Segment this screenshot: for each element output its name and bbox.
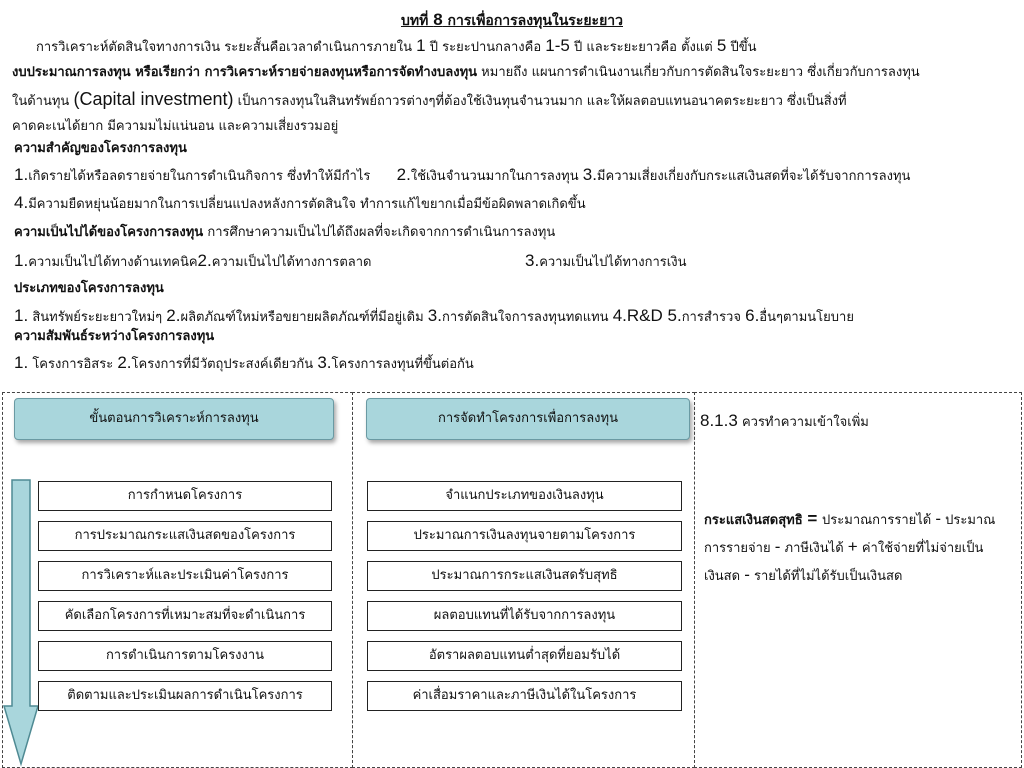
importance-items-row-2: 4.มีความยืดหยุ่นน้อยมากในการเปลี่ยนแปลงหลังการตัดสินใจ ทำการแก้ไขยากเมื่อมีข้อผิดพลาดเกิดขึ้น xyxy=(14,193,586,212)
analysis-step-1: การกำหนดโครงการ xyxy=(38,481,332,511)
types-heading: ประเภทของโครงการลงทุน xyxy=(14,281,164,296)
importance-heading: ความสำคัญของโครงการลงทุน xyxy=(14,141,187,156)
preparation-step-4: ผลตอบแทนที่ได้รับจากการลงทุน xyxy=(367,601,682,631)
feasibility-heading: ความเป็นไปได้ของโครงการลงทุน การศึกษาความเป็นไปได้ถึงผลที่จะเกิดจากการดำเนินการลงทุน xyxy=(14,225,556,240)
preparation-step-6: ค่าเสื่อมราคาและภาษีเงินได้ในโครงการ xyxy=(367,681,682,711)
relations-heading: ความสัมพันธ์ระหว่างโครงการลงทุน xyxy=(14,329,215,344)
process-flow-arrow xyxy=(0,478,40,768)
net-cash-flow-formula: กระแสเงินสดสุทธิ = ประมาณการรายได้ - ประมาณการรายจ่าย - ภาษีเงินได้ + ค่าใช้จ่ายที่ไม่จ่ายเป็นเงินสด - รายได้ที่ไม่ได้รับเป็นเงินสด xyxy=(704,509,996,584)
preparation-step-1: จำแนกประเภทของเงินลงทุน xyxy=(367,481,682,511)
project-preparation-header: การจัดทำโครงการเพื่อการลงทุน xyxy=(366,398,690,440)
budget-definition-line-1: งบประมาณการลงทุน หรือเรียกว่า การวิเคราะห์รายจ่ายลงทุนหรือการจัดทำงบลงทุน หมายถึง แผนการดำเนินงานเกี่ยวกับการตัดสินใจระยะยาว ซึ่งเกี่ยวกับการลงทุน xyxy=(12,65,920,80)
budget-definition-line-2: ในด้านทุน (Capital investment) เป็นการลงทุนในสินทรัพย์ถาวรต่างๆที่ต้องใช้เงินทุนจำนวนมาก และให้ผลตอบแทนอนาคตระยะยาว ซึ่งเป็นสิ่งที่ xyxy=(12,89,847,109)
page-title: บทที่ 8 การเพื่อการลงทุนในระยะยาว xyxy=(400,10,623,29)
budget-definition-line-3: คาดคะเนได้ยาก มีความมไม่แน่นอน และความเสี่ยงรวมอยู่ xyxy=(12,119,339,134)
analysis-step-4: คัดเลือกโครงการที่เหมาะสมที่จะดำเนินการ xyxy=(38,601,332,631)
analysis-steps-header: ขั้นตอนการวิเคราะห์การลงทุน xyxy=(14,398,334,440)
importance-items-row-1: 1.เกิดรายได้หรือลดรายจ่ายในการดำเนินกิจการ ซึ่งทำให้มีกำไร 2.ใช้เงินจำนวนมากในการลงทุน 3.มีความเสี่ยงเกี่ยงกับกระแสเงินสดที่จะได้รับจากการลงทุน xyxy=(14,165,911,184)
types-items: 1. สินทรัพย์ระยะยาวใหม่ๆ 2.ผลิตภัณฑ์ใหม่หรือขยายผลิตภัณฑ์ที่มีอยู่เดิม 3.การตัดสินใจการลงทุนทดแทน 4.R&D 5.การสำรวจ 6.อื่นๆตามนโยบาย xyxy=(14,306,854,325)
analysis-step-3: การวิเคราะห์และประเมินค่าโครงการ xyxy=(38,561,332,591)
preparation-step-2: ประมาณการเงินลงทุนจายตามโครงการ xyxy=(367,521,682,551)
feasibility-item-1: 1.ความเป็นไปได้ทางด้านเทคนิค2.ความเป็นไปได้ทางการตลาด xyxy=(14,251,372,270)
intro-paragraph: การวิเคราะห์ตัดสินใจทางการเงิน ระยะสั้นคือเวลาดำเนินการภายใน 1 ปี ระยะปานกลางคือ 1-5 ปี และระยะยาวคือ ตั้งแต่ 5 ปีขึ้น xyxy=(36,36,757,55)
preparation-step-3: ประมาณการกระแสเงินสดรับสุทธิ xyxy=(367,561,682,591)
feasibility-item-3: 3.ความเป็นไปได้ทางการเงิน xyxy=(525,251,687,270)
down-arrow-icon xyxy=(4,480,38,764)
relations-items: 1. โครงการอิสระ 2.โครงการที่มีวัตถุประสงค์เดียวกัน 3.โครงการลงทุนที่ขึ้นต่อกัน xyxy=(14,353,474,372)
analysis-step-5: การดำเนินการตามโครงงาน xyxy=(38,641,332,671)
analysis-step-6: ติดตามและประเมินผลการดำเนินโครงการ xyxy=(38,681,332,711)
section-heading-8-1-3: 8.1.3 ควรทำความเข้าใจเพิ่ม xyxy=(700,411,869,430)
preparation-step-5: อัตราผลตอบแทนต่ำสุดที่ยอมรับได้ xyxy=(367,641,682,671)
analysis-step-2: การประมาณกระแสเงินสดของโครงการ xyxy=(38,521,332,551)
